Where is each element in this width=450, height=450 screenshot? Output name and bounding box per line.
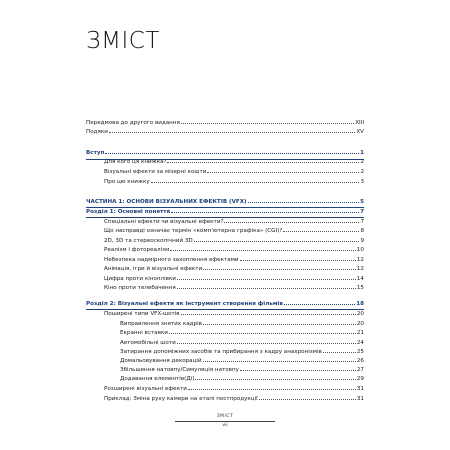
section-rule <box>86 217 364 218</box>
dot-leader <box>195 375 355 380</box>
toc-entry[interactable]: 2D, 3D та стереоскопічний 3D 9 <box>104 238 364 244</box>
dot-leader <box>283 227 359 232</box>
dot-leader <box>181 119 354 124</box>
toc-entry[interactable]: Передмова до другого видання XIII <box>86 120 364 126</box>
page-title: ЗМІСТ <box>86 28 160 54</box>
dot-leader <box>151 178 360 183</box>
footer-label: ЗМІСТ <box>216 414 234 419</box>
section-rule <box>86 309 364 310</box>
dot-leader <box>171 208 359 213</box>
dot-leader <box>170 246 356 251</box>
footer-rule <box>175 421 275 422</box>
toc-entry[interactable]: Затирання допоміжних засобів та прибирання з кадру анахронізмів 25 <box>120 349 364 355</box>
dot-leader <box>109 128 355 133</box>
page-number: vii <box>222 423 228 428</box>
dot-leader <box>203 265 356 270</box>
toc-entry[interactable]: Розділ 2: Візуальні ефекти як інструмент створення фільмів 18 <box>86 301 364 307</box>
dot-leader <box>240 366 356 371</box>
toc-entry[interactable]: Розділ 1: Основні поняття 7 <box>86 209 364 215</box>
toc-entry[interactable]: Поширені типи VFX-шотів 20 <box>104 311 364 317</box>
toc-entry[interactable]: Цифра проти кіноплівки 14 <box>104 276 364 282</box>
toc-entry[interactable]: Анімація, ігри й візуальні ефекти 12 <box>104 266 364 272</box>
dot-leader <box>203 357 356 362</box>
dot-leader <box>177 275 356 280</box>
dot-leader <box>323 348 356 353</box>
section-rule <box>86 159 364 160</box>
dot-leader <box>177 339 356 344</box>
dot-leader <box>284 300 355 305</box>
dot-leader <box>169 329 356 334</box>
toc-entry[interactable]: Про цю книжку 3 <box>104 179 364 185</box>
dot-leader <box>194 237 360 242</box>
dot-leader <box>177 284 356 289</box>
toc-entry[interactable]: Для кого ця книжка? 2 <box>104 159 364 165</box>
toc-entry[interactable]: Додавання елементів(Ді) 29 <box>120 376 364 382</box>
toc-entry[interactable]: Збільшення натовпу/Симуляція натовпу 27 <box>120 367 364 373</box>
toc-entry[interactable]: Розширені візуальні ефекти 31 <box>104 386 364 392</box>
toc-entry[interactable]: Екранні вставки 21 <box>120 330 364 336</box>
toc-entry[interactable]: Виправлення знятих кадрів 20 <box>120 321 364 327</box>
dot-leader <box>248 198 359 203</box>
dot-leader <box>203 320 356 325</box>
toc-entry[interactable]: ЧАСТИНА 1: ОСНОВИ ВІЗУАЛЬНИХ ЕФЕКТІВ (VFX) 5 <box>86 199 364 205</box>
toc-entry[interactable]: Реалізм і фотореалізм 10 <box>104 247 364 253</box>
toc-entry[interactable]: Автомобільні шоти 24 <box>120 340 364 346</box>
dot-leader <box>259 395 356 400</box>
toc-entry[interactable]: Вступ 1 <box>86 150 364 156</box>
dot-leader <box>207 168 359 173</box>
dot-leader <box>224 218 359 223</box>
dot-leader <box>181 310 356 315</box>
toc-entry[interactable]: Приклад: Зміна руху камери на етапі постпродукції 31 <box>104 396 364 402</box>
toc-entry[interactable]: Що насправді означає термін «комп’ютерна графіка» (CGI)? 8 <box>104 228 364 234</box>
dot-leader <box>105 149 359 154</box>
toc-entry[interactable]: Домальовування декорацій 26 <box>120 358 364 364</box>
toc-entry[interactable]: Кіно проти телебачення 15 <box>104 285 364 291</box>
section-rule <box>86 207 364 208</box>
toc-entry[interactable]: Небезпека надмірного захоплення ефектами 12 <box>104 257 364 263</box>
dot-leader <box>188 385 356 390</box>
toc-entry[interactable]: Спеціальні ефекти чи візуальні ефекти? 7 <box>104 219 364 225</box>
dot-leader <box>240 256 356 261</box>
toc-entry[interactable]: Візуальні ефекти за мізерні кошти 2 <box>104 169 364 175</box>
toc-entry[interactable]: Подяки XV <box>86 129 364 135</box>
